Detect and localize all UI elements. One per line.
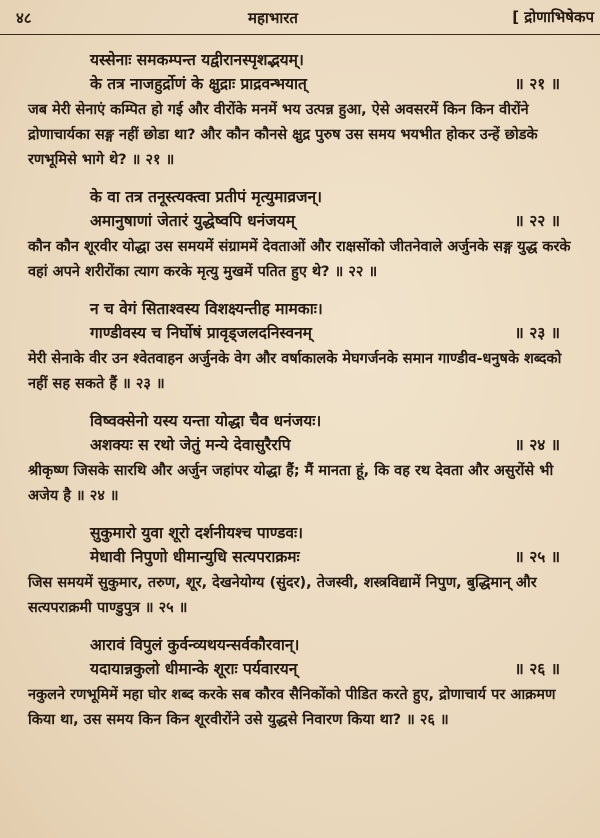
verse-line (90, 209, 560, 233)
verse-line-text: के वा तत्र तनूस्त्यक्त्वा प्रतीपं मृत्युमाव्रजन्। (90, 188, 323, 206)
verse-line-text: विष्वक्सेनो यस्य यन्ता योद्धा चैव धनंजयः। (90, 412, 322, 430)
verse-line (90, 409, 560, 433)
hindi-translation: जिस समयमें सुकुमार, तरुण, शूर, देखनेयोग्य (सुंदर), तेजस्वी, शस्त्रविद्यामें निपुण, बुद्धिमान् और सत्यपराक्रमी पाण्डुपुत्र ॥ २५ ॥ (28, 575, 537, 616)
running-title: महाभारत (248, 9, 298, 27)
verse-line-text: आरावं विपुलं कुर्वन्व्यथयन्सर्वकौरवान्। (90, 636, 300, 654)
verse-line (90, 321, 560, 345)
verse-line (90, 521, 560, 545)
sanskrit-verse (90, 185, 560, 233)
verse-line-text: के तत्र नाजहुर्द्रोणं के क्षुद्राः प्राद्रवन्भयात् (90, 75, 307, 93)
sanskrit-verse (90, 633, 560, 681)
verse-line-text: अमानुषाणां जेतारं युद्धेष्वपि धनंजयम् (90, 212, 295, 230)
hindi-translation: जब मेरी सेनाएं कम्पित हो गई और वीरोंके मनमें भय उत्पन्न हुआ, ऐसे अवसरमें किन किन वीरोंने द्रोणाचार्यका सङ्ग नहीं छोडा था? और कौन कौनसे क्षुद्र पुरुष उस समय भयभीत होकर उन्हें छोडके रणभूमिसे भागे थे? ॥ २१ ॥ (28, 102, 538, 168)
sanskrit-verse (90, 48, 560, 96)
verse-line-text: न च वेगं सिताश्वस्य विशक्ष्यन्तीह मामकाः। (90, 300, 323, 318)
verse-line-text: अशक्यः स रथो जेतुं मन्ये देवासुरैरपि (90, 436, 291, 454)
verse-line-text: सुकुमारो युवा शूरो दर्शनीयश्च पाण्डवः। (90, 524, 304, 542)
verse-line-text: यस्सेनाः समकम्पन्त यद्वीरानस्पृशद्भयम्। (90, 51, 304, 69)
sanskrit-verse (90, 297, 560, 345)
verse-number: ॥ २३ ॥ (514, 324, 560, 342)
hindi-translation: श्रीकृष्ण जिसके सारथि और अर्जुन जहांपर योद्धा हैं; मैं मानता हूं, कि वह रथ देवता और असुरोंसे भी अजेय है ॥ २४ ॥ (28, 463, 554, 504)
hindi-translation: मेरी सेनाके वीर उन श्वेतवाहन अर्जुनके वेग और वर्षाकालके मेघगर्जनके समान गाण्डीव-धनुषके शब्दको नहीं सह सकते हैं ॥ २३ ॥ (28, 351, 562, 392)
page-number: ४८ (16, 9, 32, 27)
verse-line (90, 48, 560, 72)
verse-number: ॥ २१ ॥ (514, 75, 560, 93)
verse-line-text: यदायान्नकुलो धीमान्के शूराः पर्यवारयन् (90, 660, 298, 678)
verse-line (90, 72, 560, 96)
verse-line (90, 633, 560, 657)
verse-line-text: मेधावी निपुणो धीमान्युधि सत्यपराक्रमः (90, 548, 300, 566)
section-title: [ द्रोणाभिषेकप (512, 8, 594, 26)
page-content (0, 48, 600, 745)
verse-line (90, 297, 560, 321)
hindi-translation: कौन कौन शूरवीर योद्धा उस समयमें संग्राममें देवताओं और राक्षसोंको जीतनेवाले अर्जुनके सङ्ग युद्ध करके वहां अपने शरीरोंका त्याग करके मृत्यु मुखमें पतित हुए थे? ॥ २२ ॥ (28, 239, 571, 280)
verse-number: ॥ २५ ॥ (514, 548, 560, 566)
verse-line (90, 433, 560, 457)
verse-line (90, 185, 560, 209)
hindi-translation: नकुलने रणभूमिमें महा घोर शब्द करके सब कौरव सैनिकोंको पीडित करते हुए, द्रोणाचार्य पर आक्रमण किया था, उस समय किन किन शूरवीरोंने उसे युद्धसे निवारण किया था? ॥ २६ ॥ (28, 687, 556, 728)
verse-line (90, 545, 560, 569)
verse-line-text: गाण्डीवस्य च निर्घोषं प्रावृड्जलदनिस्वनम् (90, 324, 312, 342)
verse-number: ॥ २६ ॥ (514, 660, 560, 678)
sanskrit-verse (90, 521, 560, 569)
verse-number: ॥ २४ ॥ (514, 436, 560, 454)
sanskrit-verse (90, 409, 560, 457)
verse-line (90, 657, 560, 681)
verse-number: ॥ २२ ॥ (514, 212, 560, 230)
page-header (0, 0, 600, 35)
